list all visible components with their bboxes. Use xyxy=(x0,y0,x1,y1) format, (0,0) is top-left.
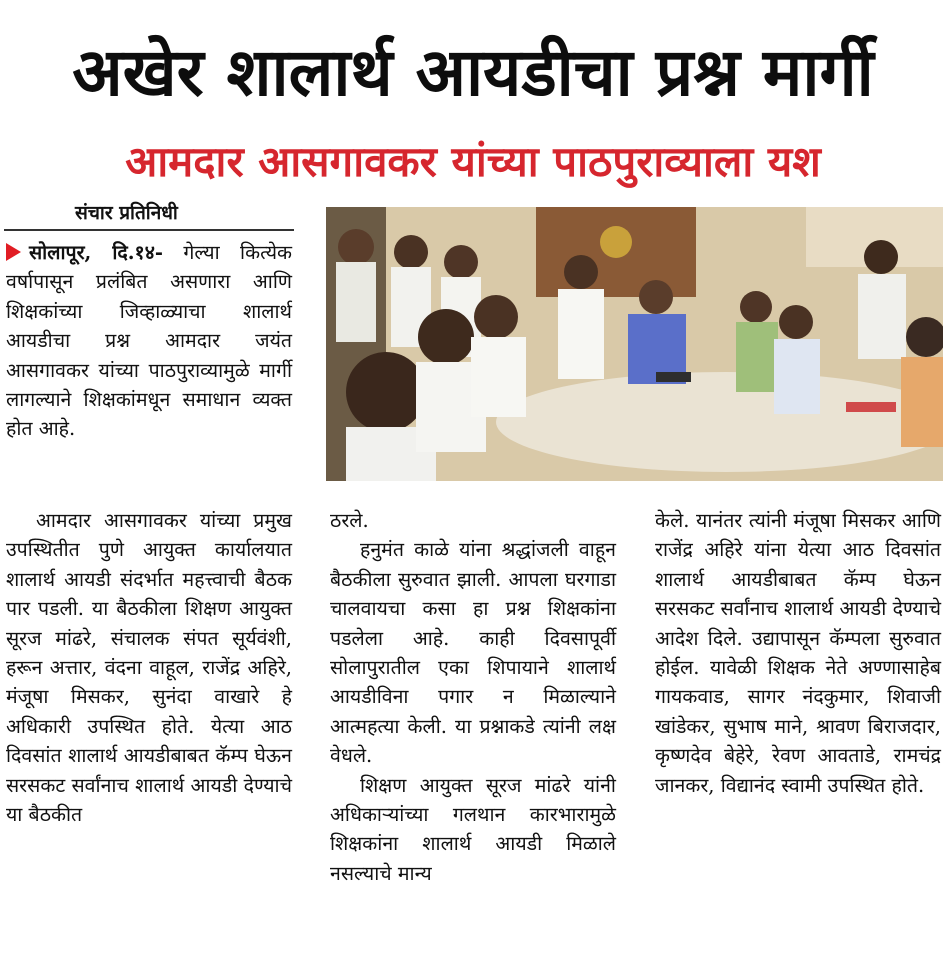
dateline: सोलापूर, दि.१४- xyxy=(29,241,163,264)
article-column-1 xyxy=(6,506,292,829)
paragraph: शिक्षण आयुक्त सूरज मांढरे यांनी अधिकाऱ्यांच्या गलथान कारभारामुळे शिक्षकांना शालार्थ आयडी मिळाले नसल्याचे मान्य xyxy=(330,773,616,885)
meeting-photo-illustration xyxy=(326,207,943,481)
paragraph-continuation: ठरले. xyxy=(330,509,369,532)
byline-rule xyxy=(4,229,294,231)
article-intro xyxy=(6,238,292,444)
intro-text: गेल्या कित्येक वर्षापासून प्रलंबित असणारा आणि शिक्षकांच्या जिव्हाळ्याचा शालार्थ आयडीचा प्रश्न आमदार जयंत आसगावकर यांच्या पाठपुराव्यामुळे मार्गी लागल्याने शिक्षकांमधून समाधान व्यक्त होत आहे. xyxy=(6,241,293,441)
bullet-triangle-icon xyxy=(6,243,21,261)
subheadline: आमदार आसगावकर यांच्या पाठपुराव्याला यश xyxy=(125,137,821,186)
paragraph: हनुमंत काळे यांना श्रद्धांजली वाहून बैठकीला सुरुवात झाली. आपला घरगाडा चालवायचा कसा हा प्रश्न शिक्षकांना पडलेला आहे. काही दिवसापूर्वी सोलापुरातील एका शिपायाने शालार्थ आयडीविना पगार न मिळाल्याने आत्महत्या केली. या प्रश्नाकडे त्यांनी लक्ष वेधले. xyxy=(330,538,616,768)
headline: अखेर शालार्थ आयडीचा प्रश्न मार्गी xyxy=(72,34,874,111)
article-column-2 xyxy=(330,506,616,888)
paragraph: आमदार आसगावकर यांच्या प्रमुख उपस्थितीत पुणे आयुक्त कार्यालयात शालार्थ आयडी संदर्भात महत्त्वाची बैठक पार पडली. या बैठकीला शिक्षण आयुक्त सूरज मांढरे, संचालक संपत सूर्यवंशी, हरून अत्तार, वंदना वाहूल, राजेंद्र अहिरे, मंजूषा मिसकर, सुनंदा वाखारे हे अधिकारी उपस्थित होते. येत्या आठ दिवसांत शालार्थ आयडीबाबत कॅम्प घेऊन सरसकट सर्वांनाच शालार्थ आयडी देण्याचे या बैठकीत xyxy=(6,509,292,827)
meeting-photo xyxy=(326,207,943,481)
paragraph: केले. यानंतर त्यांनी मंजूषा मिसकर आणि राजेंद्र अहिरे यांना येत्या आठ दिवसांत शालार्थ आयडीबाबत कॅम्प घेऊन सरसकट सर्वांनाच शालार्थ आयडी देण्याचे आदेश दिले. उद्यापासून कॅम्पला सुरुवात होईल. यावेळी शिक्षक नेते अण्णासाहेब गायकवाड, सागर नंदकुमार, शिवाजी खांडेकर, सुभाष माने, श्रावण बिराजदार, कृष्णदेव बेहेरे, रेवण आवताडे, रामचंद्र जानकर, विद्यानंद स्वामी उपस्थित होते. xyxy=(655,509,941,797)
article-column-3 xyxy=(655,506,941,800)
byline: संचार प्रतिनिधी xyxy=(75,202,178,224)
